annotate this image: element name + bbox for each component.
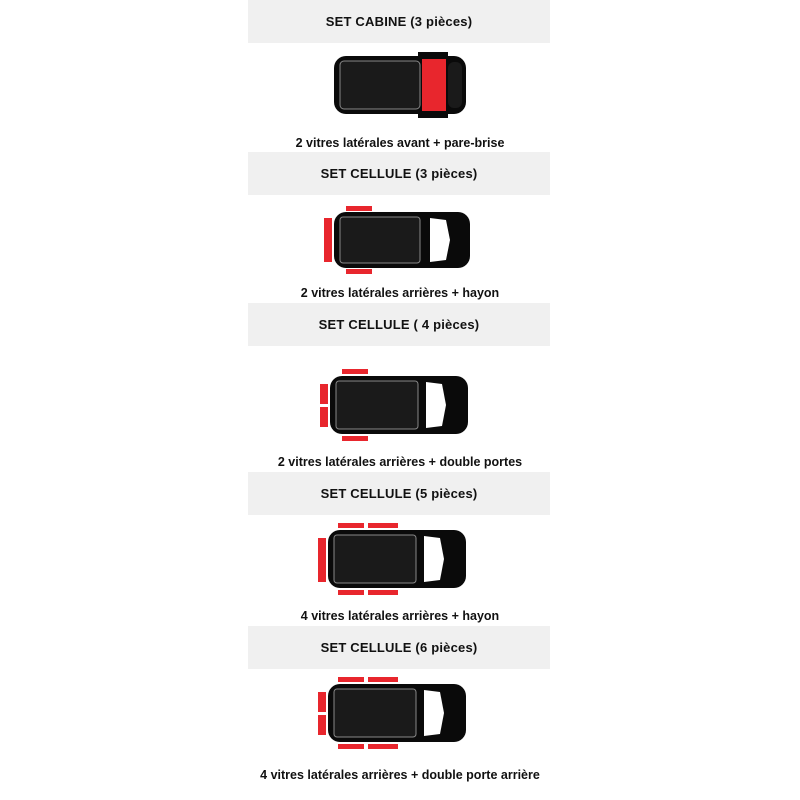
- set-cabine-header: [248, 0, 550, 43]
- set-cellule-6-header: [248, 626, 550, 669]
- set-cellule-3-caption: 2 vitres latérales arrières + hayon: [300, 286, 500, 300]
- set-title: SET CELLULE ( 4 pièces): [318, 317, 480, 332]
- set-cellule-3-header: [248, 152, 550, 195]
- van-diagram-cellule-5: [312, 520, 472, 598]
- set-cellule-4-caption: 2 vitres latérales arrières + double portes: [277, 455, 523, 469]
- set-cabine-caption: 2 vitres latérales avant + pare-brise: [295, 136, 505, 150]
- set-title: SET CABINE (3 pièces): [325, 14, 473, 29]
- set-title: SET CELLULE (3 pièces): [320, 166, 478, 181]
- set-title: SET CELLULE (6 pièces): [320, 640, 478, 655]
- set-cellule-4-header: [248, 303, 550, 346]
- van-diagram-cabine: [330, 52, 470, 122]
- set-cellule-5-header: [248, 472, 550, 515]
- van-diagram-cellule-6: [312, 674, 472, 752]
- set-title: SET CELLULE (5 pièces): [320, 486, 478, 501]
- van-diagram-cellule-3: [320, 204, 480, 276]
- van-diagram-cellule-4: [314, 366, 474, 444]
- set-cellule-5-caption: 4 vitres latérales arrières + hayon: [300, 609, 500, 623]
- set-cellule-6-caption: 4 vitres latérales arrières + double porte arrière: [260, 768, 540, 782]
